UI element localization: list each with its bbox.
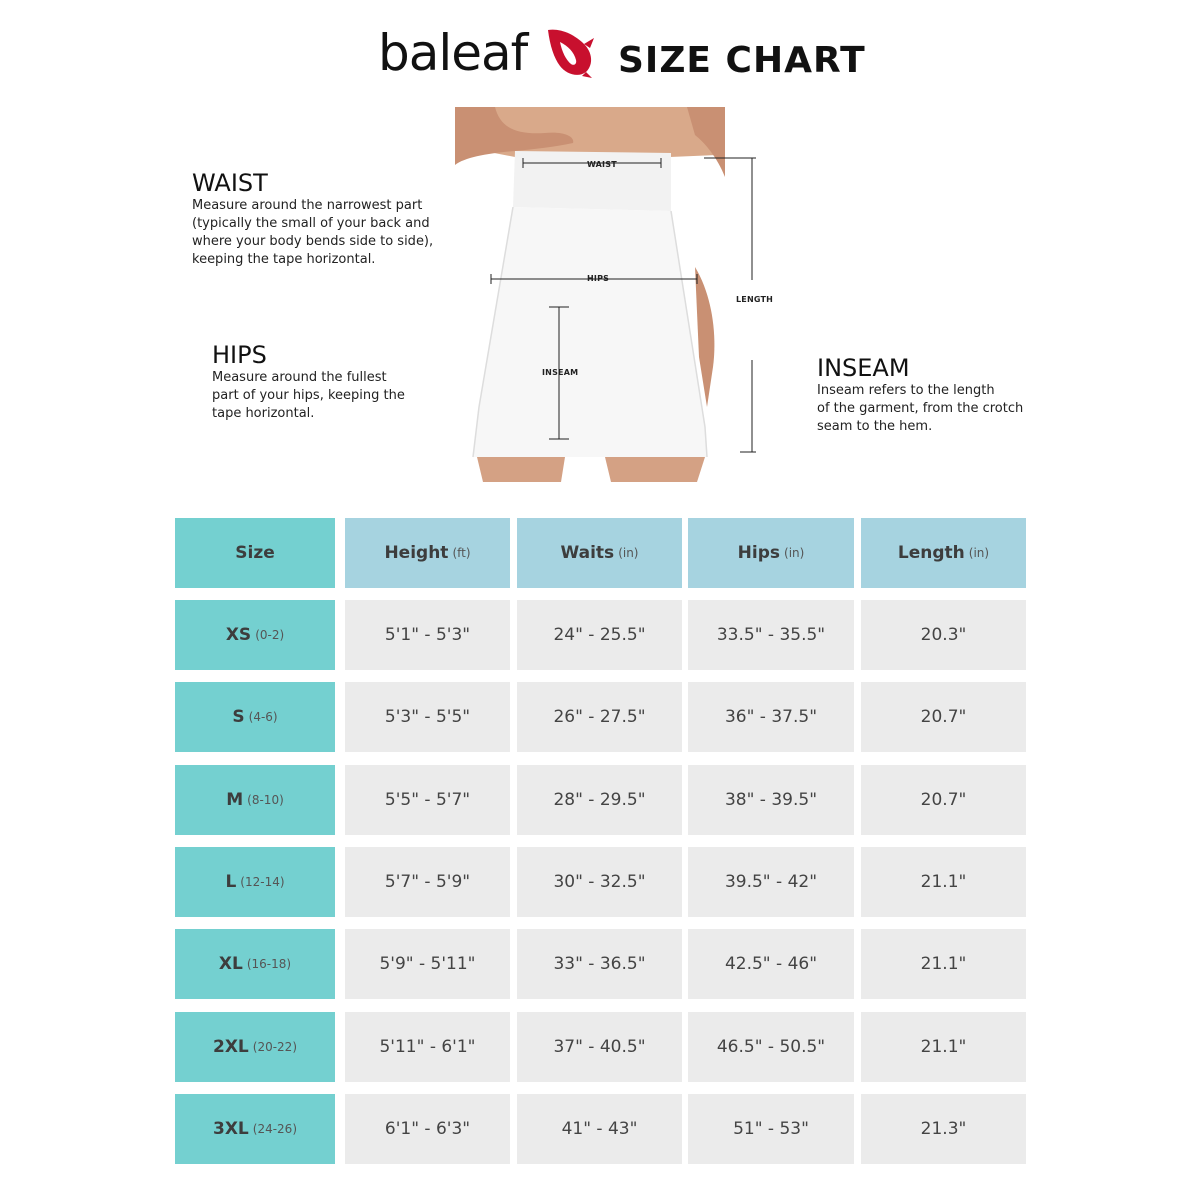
- hips-heading: HIPS: [212, 341, 267, 369]
- inseam-measure-label: INSEAM: [542, 368, 579, 377]
- table-header-label: Hips: [737, 543, 781, 563]
- height-value: 6'1" - 6'3": [384, 1119, 471, 1139]
- length-cell: [861, 847, 1026, 917]
- table-header-unit: (in): [618, 546, 639, 560]
- table-header-label: Height: [384, 543, 449, 563]
- height-cell: [345, 682, 510, 752]
- size-cell: [175, 765, 335, 835]
- table-header-waist: [517, 518, 682, 588]
- hips-value: 38" - 39.5": [724, 790, 818, 810]
- waist-cell: [517, 929, 682, 999]
- size-range: (12-14): [240, 875, 285, 889]
- hips-measure-label: HIPS: [587, 274, 610, 283]
- size-label: L: [225, 872, 237, 892]
- hips-cell: [688, 929, 854, 999]
- size-cell: [175, 929, 335, 999]
- leaf-logo-icon: [540, 24, 600, 80]
- waist-heading: WAIST: [192, 169, 268, 197]
- waist-cell: [517, 765, 682, 835]
- hips-value: 46.5" - 50.5": [716, 1037, 826, 1057]
- size-range: (0-2): [255, 628, 285, 642]
- size-cell: [175, 600, 335, 670]
- size-range: (24-26): [252, 1122, 297, 1136]
- table-header-height: [345, 518, 510, 588]
- length-value: 21.1": [920, 954, 967, 974]
- header: [0, 22, 1200, 92]
- height-cell: [345, 765, 510, 835]
- hips-cell: [688, 1012, 854, 1082]
- inseam-description: Inseam refers to the length of the garment, from the crotch seam to the hem.: [817, 383, 1024, 434]
- length-cell: [861, 1012, 1026, 1082]
- length-cell: [861, 1094, 1026, 1164]
- height-cell: [345, 1012, 510, 1082]
- waist-value: 26" - 27.5": [553, 707, 646, 727]
- size-cell: [175, 682, 335, 752]
- page-title: SIZE CHART: [618, 40, 866, 81]
- hips-value: 36" - 37.5": [724, 707, 818, 727]
- table-header-unit: (in): [784, 546, 805, 560]
- height-cell: [345, 1094, 510, 1164]
- hips-cell: [688, 847, 854, 917]
- hips-cell: [688, 682, 854, 752]
- hips-value: 51" - 53": [733, 1119, 809, 1139]
- height-value: 5'11" - 6'1": [379, 1037, 476, 1057]
- table-header-size: [175, 518, 335, 588]
- size-cell: [175, 1012, 335, 1082]
- hips-value: 39.5" - 42": [724, 872, 818, 892]
- size-range: (8-10): [247, 793, 284, 807]
- size-label: XS: [225, 625, 252, 645]
- length-value: 20.3": [920, 625, 967, 645]
- table-header-length: [861, 518, 1026, 588]
- waist-value: 24" - 25.5": [553, 625, 646, 645]
- size-cell: [175, 1094, 335, 1164]
- waist-value: 28" - 29.5": [553, 790, 646, 810]
- table-header-label: Waits: [560, 543, 615, 563]
- size-range: (16-18): [246, 957, 292, 971]
- length-cell: [861, 600, 1026, 670]
- length-bracket: [700, 150, 760, 460]
- waist-cell: [517, 600, 682, 670]
- length-value: 21.1": [920, 872, 967, 892]
- length-cell: [861, 682, 1026, 752]
- length-cell: [861, 765, 1026, 835]
- waist-cell: [517, 682, 682, 752]
- length-value: 21.1": [920, 1037, 967, 1057]
- size-range: (20-22): [252, 1040, 297, 1054]
- waist-measure-label: WAIST: [587, 160, 617, 169]
- table-header-hips: [688, 518, 854, 588]
- waist-cell: [517, 1094, 682, 1164]
- waist-value: 37" - 40.5": [553, 1037, 646, 1057]
- hips-value: 42.5" - 46": [724, 954, 818, 974]
- brand-name: baleaf: [378, 24, 528, 82]
- table-header-label: Size: [235, 543, 275, 563]
- hips-value: 33.5" - 35.5": [716, 625, 826, 645]
- height-value: 5'5" - 5'7": [384, 790, 471, 810]
- height-cell: [345, 847, 510, 917]
- size-label: M: [226, 790, 244, 810]
- height-cell: [345, 600, 510, 670]
- hips-cell: [688, 600, 854, 670]
- size-label: 2XL: [212, 1037, 249, 1057]
- height-value: 5'7" - 5'9": [384, 872, 471, 892]
- hips-description: Measure around the fullest part of your hips, keeping the tape horizontal.: [212, 370, 405, 421]
- height-value: 5'1" - 5'3": [384, 625, 471, 645]
- waist-cell: [517, 847, 682, 917]
- waist-value: 30" - 32.5": [553, 872, 646, 892]
- table-header-label: Length: [897, 543, 965, 563]
- height-value: 5'9" - 5'11": [379, 954, 476, 974]
- table-header-unit: (in): [968, 546, 990, 560]
- length-value: 20.7": [920, 790, 967, 810]
- waist-description: Measure around the narrowest part (typically the small of your back and where your body bends side to side), keeping the tape horizontal.: [192, 198, 434, 267]
- size-label: S: [232, 707, 245, 727]
- inseam-heading: INSEAM: [817, 354, 910, 382]
- length-cell: [861, 929, 1026, 999]
- length-value: 21.3": [920, 1119, 967, 1139]
- size-range: (4-6): [248, 710, 278, 724]
- length-measure-label: LENGTH: [736, 295, 774, 304]
- waist-value: 33" - 36.5": [553, 954, 646, 974]
- height-cell: [345, 929, 510, 999]
- length-value: 20.7": [920, 707, 967, 727]
- hips-cell: [688, 1094, 854, 1164]
- waist-value: 41" - 43": [561, 1119, 638, 1139]
- size-label: XL: [218, 954, 243, 974]
- table-header-unit: (ft): [452, 546, 471, 560]
- waist-cell: [517, 1012, 682, 1082]
- size-label: 3XL: [212, 1119, 249, 1139]
- size-cell: [175, 847, 335, 917]
- height-value: 5'3" - 5'5": [384, 707, 471, 727]
- hips-cell: [688, 765, 854, 835]
